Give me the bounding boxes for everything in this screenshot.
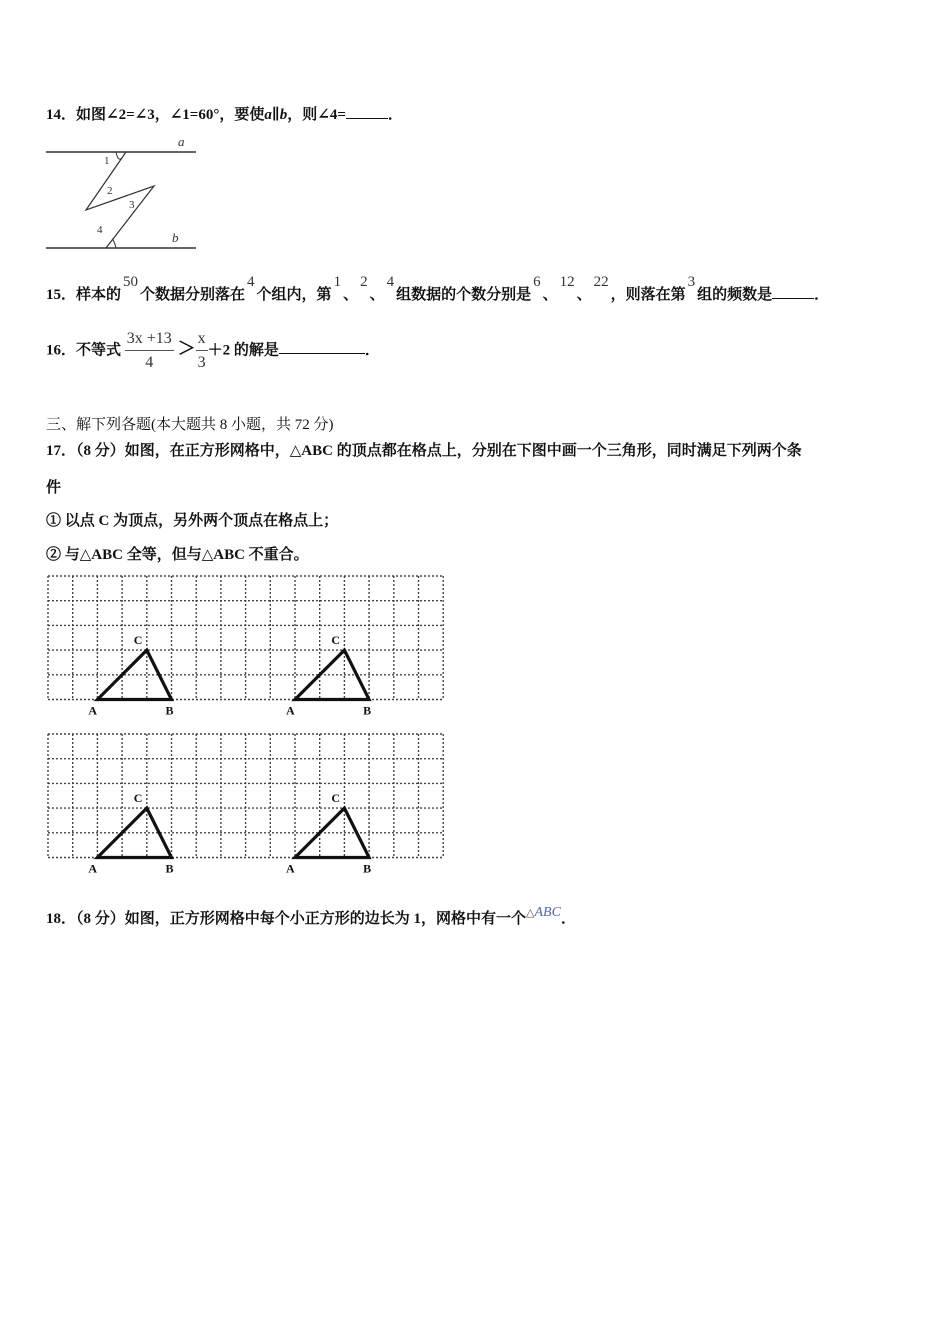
q15-text-4: 组数据的个数分别是 — [396, 287, 532, 303]
section3-title: 三、解下列各题(本大题共 8 小题，共 72 分) — [46, 417, 334, 433]
label-a: a — [178, 134, 185, 149]
q14-parallel: ∥ — [271, 107, 280, 123]
q15-sep-3: 、 — [542, 287, 558, 303]
q15-group-4: 4 — [386, 274, 395, 290]
q14-figure — [44, 132, 200, 252]
q18-text: 18．（8 分）如图，正方形网格中每个小正方形的边长为 1，网格中有一个 — [46, 911, 527, 927]
label-b: b — [172, 230, 179, 245]
q17-condition-2: ② 与△ABC 全等，但与△ABC 不重合。 — [46, 547, 309, 563]
q17-condition-1: ① 以点 C 为顶点，另外两个顶点在格点上； — [46, 513, 339, 529]
q15-number: 15． — [46, 287, 77, 303]
vertex-label-b: B — [165, 703, 174, 718]
q16-answer-blank[interactable] — [279, 339, 365, 354]
q15-count-12: 12 — [559, 274, 575, 290]
q14-var-a: a — [264, 107, 272, 123]
q15-group-3: 3 — [687, 274, 696, 290]
frac-left-denominator: 4 — [145, 354, 154, 371]
vertex-label-b: B — [165, 861, 174, 876]
vertex-label-a: A — [286, 703, 295, 718]
q15-val-50: 50 — [123, 274, 139, 290]
q15-group-1: 1 — [333, 274, 342, 290]
q17-line-1: 17．（8 分）如图，在正方形网格中，△ABC 的顶点都在格点上，分别在下图中画一个三角形，同时满足下列两个条 — [46, 443, 802, 459]
q14-text: 如图∠2=∠3，∠1=60°，要使 — [76, 107, 265, 123]
q16-number: 16． — [46, 342, 77, 359]
q14-number: 14． — [46, 107, 77, 123]
q14-answer-blank[interactable] — [346, 104, 388, 119]
q15-val-4: 4 — [247, 274, 255, 290]
q16-text-2: ＋2 的解是 — [207, 342, 279, 359]
vertex-label-c: C — [133, 633, 143, 648]
q15-text-2: 个数据分别落在 — [140, 287, 246, 303]
vertex-label-c: C — [331, 633, 341, 648]
q18-triangle-symbol: △ — [526, 907, 535, 919]
vertex-label-a: A — [88, 703, 98, 718]
frac-right-denominator: 3 — [197, 354, 206, 371]
q15-text-1: 样本的 — [76, 287, 122, 303]
q17-line-2: 件 — [46, 480, 62, 496]
q15-sep-1: 、 — [343, 287, 359, 303]
q14-tail: ，则∠4= — [287, 107, 346, 123]
q15-group-2: 2 — [360, 274, 368, 290]
q15-count-22: 22 — [593, 274, 609, 290]
vertex-label-b: B — [363, 861, 372, 876]
q15-sep-2: 、 — [369, 287, 385, 303]
q15-count-6: 6 — [533, 274, 541, 290]
label-4: 4 — [97, 224, 103, 236]
q14-end: ． — [387, 107, 403, 123]
q15-text-6: 组的频数是 — [697, 287, 773, 303]
q16-fraction-right — [196, 330, 208, 372]
frac-right-numerator: x — [196, 330, 208, 351]
label-2: 2 — [107, 185, 113, 197]
q15-text-5: ，则落在第 — [610, 287, 686, 303]
q14-line — [46, 103, 403, 124]
q18-line — [46, 907, 576, 928]
vertex-label-a: A — [286, 861, 295, 876]
vertex-label-a: A — [88, 861, 98, 876]
vertex-label-b: B — [363, 703, 372, 718]
q16-line — [46, 330, 380, 372]
q16-greater-than: ＞ — [177, 338, 196, 359]
q17-grid-figure — [40, 570, 450, 880]
q15-text-3: 个组内，第 — [256, 287, 332, 303]
q15-answer-blank[interactable] — [772, 284, 814, 299]
q18-end: ． — [560, 911, 576, 927]
q16-end: ． — [364, 342, 380, 359]
vertex-label-c: C — [331, 791, 341, 806]
frac-left-numerator: 3x +13 — [125, 330, 174, 351]
q14-var-b: b — [279, 107, 288, 123]
q15-end: ． — [814, 287, 830, 303]
q15-sep-4: 、 — [576, 287, 592, 303]
q18-abc: ABC — [534, 905, 561, 920]
q15-line — [46, 274, 830, 304]
q16-fraction-left — [125, 330, 174, 372]
label-1: 1 — [104, 155, 110, 167]
q16-text-1: 不等式 — [76, 342, 122, 359]
label-3: 3 — [129, 199, 135, 211]
vertex-label-c: C — [133, 791, 143, 806]
